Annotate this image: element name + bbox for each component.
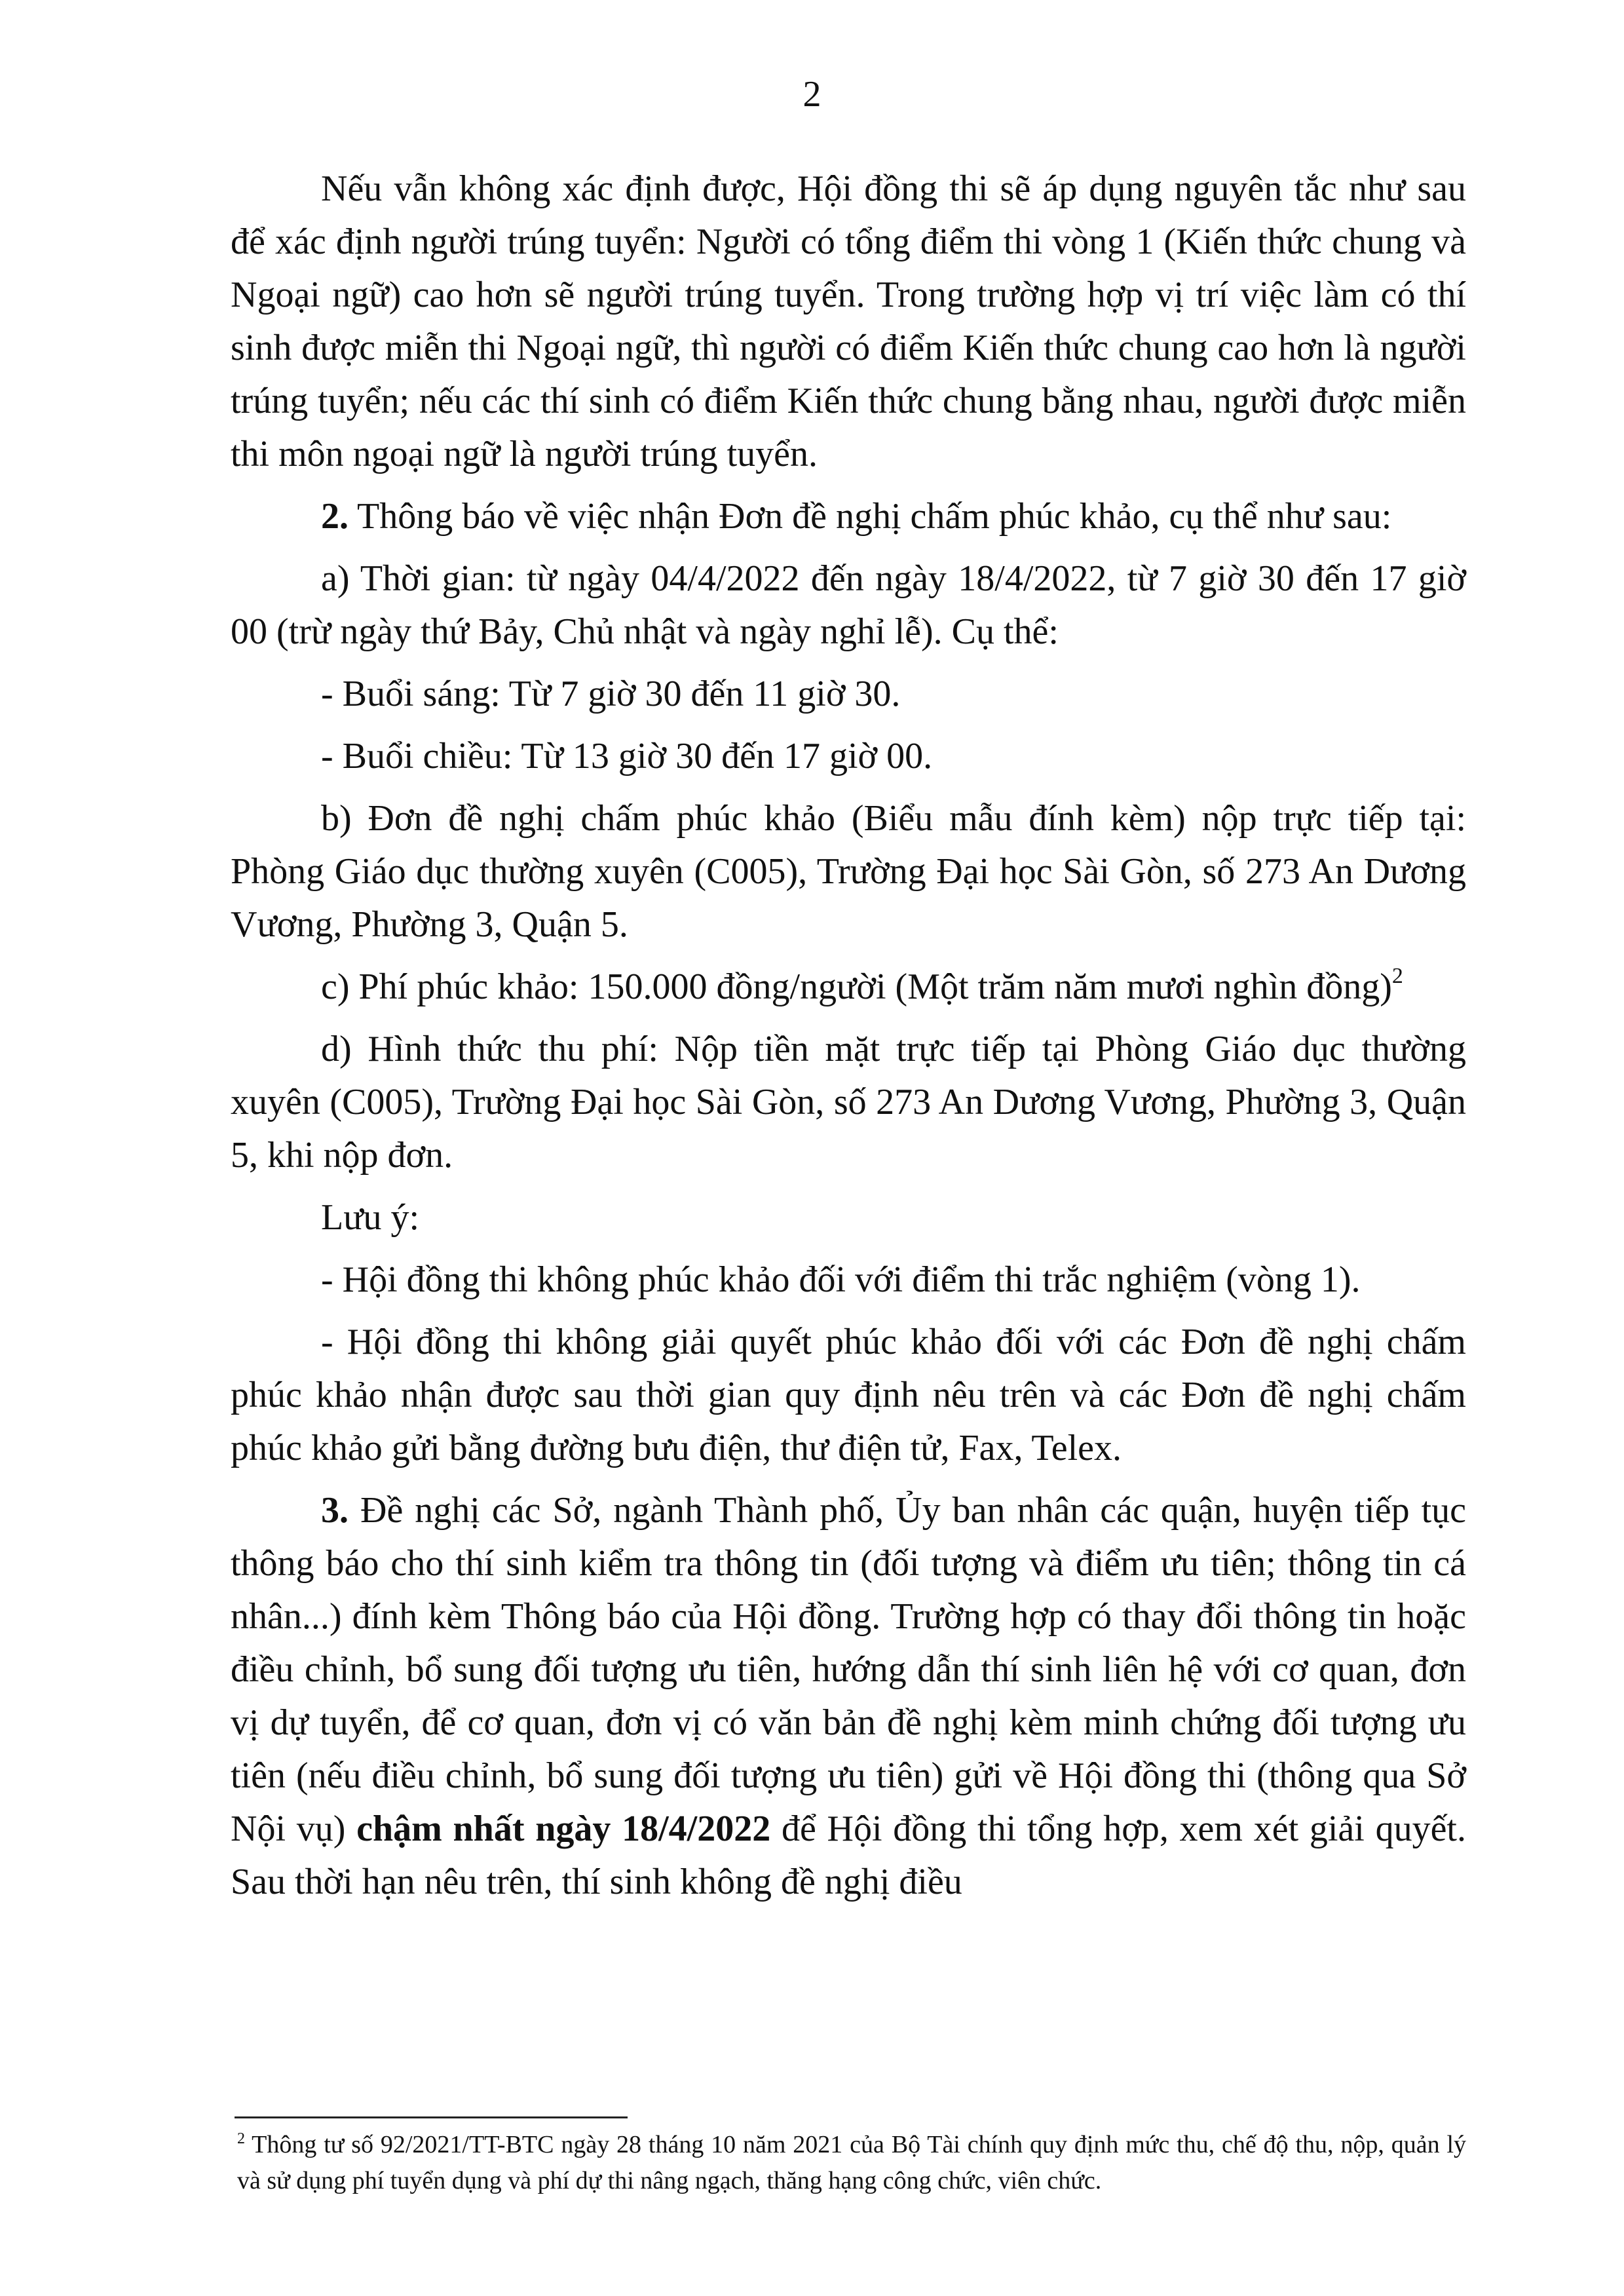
footnote-separator — [235, 2116, 628, 2118]
footnote-text: Thông tư số 92/2021/TT-BTC ngày 28 tháng 10 năm 2021 của Bộ Tài chính quy định mức thu, chế độ thu, nộp, quản lý và sử dụng phí tuyển dụng và phí dự thi nâng ngạch, thăng hạng công chức, viên chức. — [237, 2131, 1466, 2194]
document-body — [231, 163, 1466, 1909]
paragraph-appeal-notice — [231, 490, 1466, 543]
paragraph-submission: b) Đơn đề nghị chấm phúc khảo (Biểu mẫu đính kèm) nộp trực tiếp tại: Phòng Giáo dục thường xuyên (C005), Trường Đại học Sài Gòn, số 273 An Dương Vương, Phường 3, Quận 5. — [231, 798, 1466, 945]
section-number: 3. — [321, 1490, 349, 1531]
paragraph-note-label: Lưu ý: — [321, 1197, 420, 1238]
section-number: 2. — [321, 496, 349, 537]
footnote — [237, 2127, 1466, 2199]
paragraph-note-1: - Hội đồng thi không phúc khảo đối với điểm thi trắc nghiệm (vòng 1). — [321, 1259, 1361, 1300]
paragraph-note-2: - Hội đồng thi không giải quyết phúc khảo đối với các Đơn đề nghị chấm phúc khảo nhận được sau thời gian quy định nêu trên và các Đơn đề nghị chấm phúc khảo gửi bằng đường bưu điện, thư điện tử, Fax, Telex. — [231, 1322, 1466, 1468]
paragraph-afternoon: - Buổi chiều: Từ 13 giờ 30 đến 17 giờ 00. — [321, 736, 933, 776]
footnote-marker: 2 — [237, 2130, 245, 2147]
paragraph-text: để Hội đồng thi tổng hợp, xem xét giải quyết. Sau thời hạn nêu trên, thí sinh không đề nghị điều — [231, 1808, 1466, 1902]
paragraph-text: Đề nghị các Sở, ngành Thành phố, Ủy ban nhân các quận, huyện tiếp tục thông báo cho thí sinh kiểm tra thông tin (đối tượng và điểm ưu tiên; thông tin cá nhân...) đính kèm Thông báo của Hội đồng. Trường hợp có thay đổi thông tin hoặc điều chỉnh, bổ sung đối tượng ưu tiên, hướng dẫn thí sinh liên hệ với cơ quan, đơn vị dự tuyển, để cơ quan, đơn vị có văn bản đề nghị kèm minh chứng đối tượng ưu tiên (nếu điều chỉnh, bổ sung đối tượng ưu tiên) gửi về Hội đồng thi (thông qua Sở Nội vụ) — [231, 1490, 1466, 1849]
deadline-text: chậm nhất ngày 18/4/2022 — [356, 1808, 771, 1849]
paragraph-text: Thông báo về việc nhận Đơn đề nghị chấm phúc khảo, cụ thể như sau: — [349, 496, 1392, 537]
paragraph-payment: d) Hình thức thu phí: Nộp tiền mặt trực tiếp tại Phòng Giáo dục thường xuyên (C005), Trường Đại học Sài Gòn, số 273 An Dương Vương, Phường 3, Quận 5, khi nộp đơn. — [231, 1029, 1466, 1176]
page-number: 2 — [803, 74, 821, 115]
paragraph-text: c) Phí phúc khảo: 150.000 đồng/người (Một trăm năm mươi nghìn đồng) — [321, 966, 1392, 1007]
paragraph-request-departments — [231, 1484, 1466, 1909]
footnote-reference: 2 — [1391, 964, 1403, 988]
paragraph-fee — [231, 961, 1466, 1014]
paragraph-morning: - Buổi sáng: Từ 7 giờ 30 đến 11 giờ 30. — [321, 674, 901, 714]
paragraph-time: a) Thời gian: từ ngày 04/4/2022 đến ngày 18/4/2022, từ 7 giờ 30 đến 17 giờ 00 (trừ ngày thứ Bảy, Chủ nhật và ngày nghỉ lễ). Cụ thể: — [231, 558, 1466, 652]
paragraph-tie-break-rule: Nếu vẫn không xác định được, Hội đồng thi sẽ áp dụng nguyên tắc như sau để xác định người trúng tuyển: Người có tổng điểm thi vòng 1 (Kiến thức chung và Ngoại ngữ) cao hơn sẽ người trúng tuyển. Trong trường hợp vị trí việc làm có thí sinh được miễn thi Ngoại ngữ, thì người có điểm Kiến thức chung cao hơn là người trúng tuyển; nếu các thí sinh có điểm Kiến thức chung bằng nhau, người được miễn thi môn ngoại ngữ là người trúng tuyển. — [231, 168, 1466, 474]
